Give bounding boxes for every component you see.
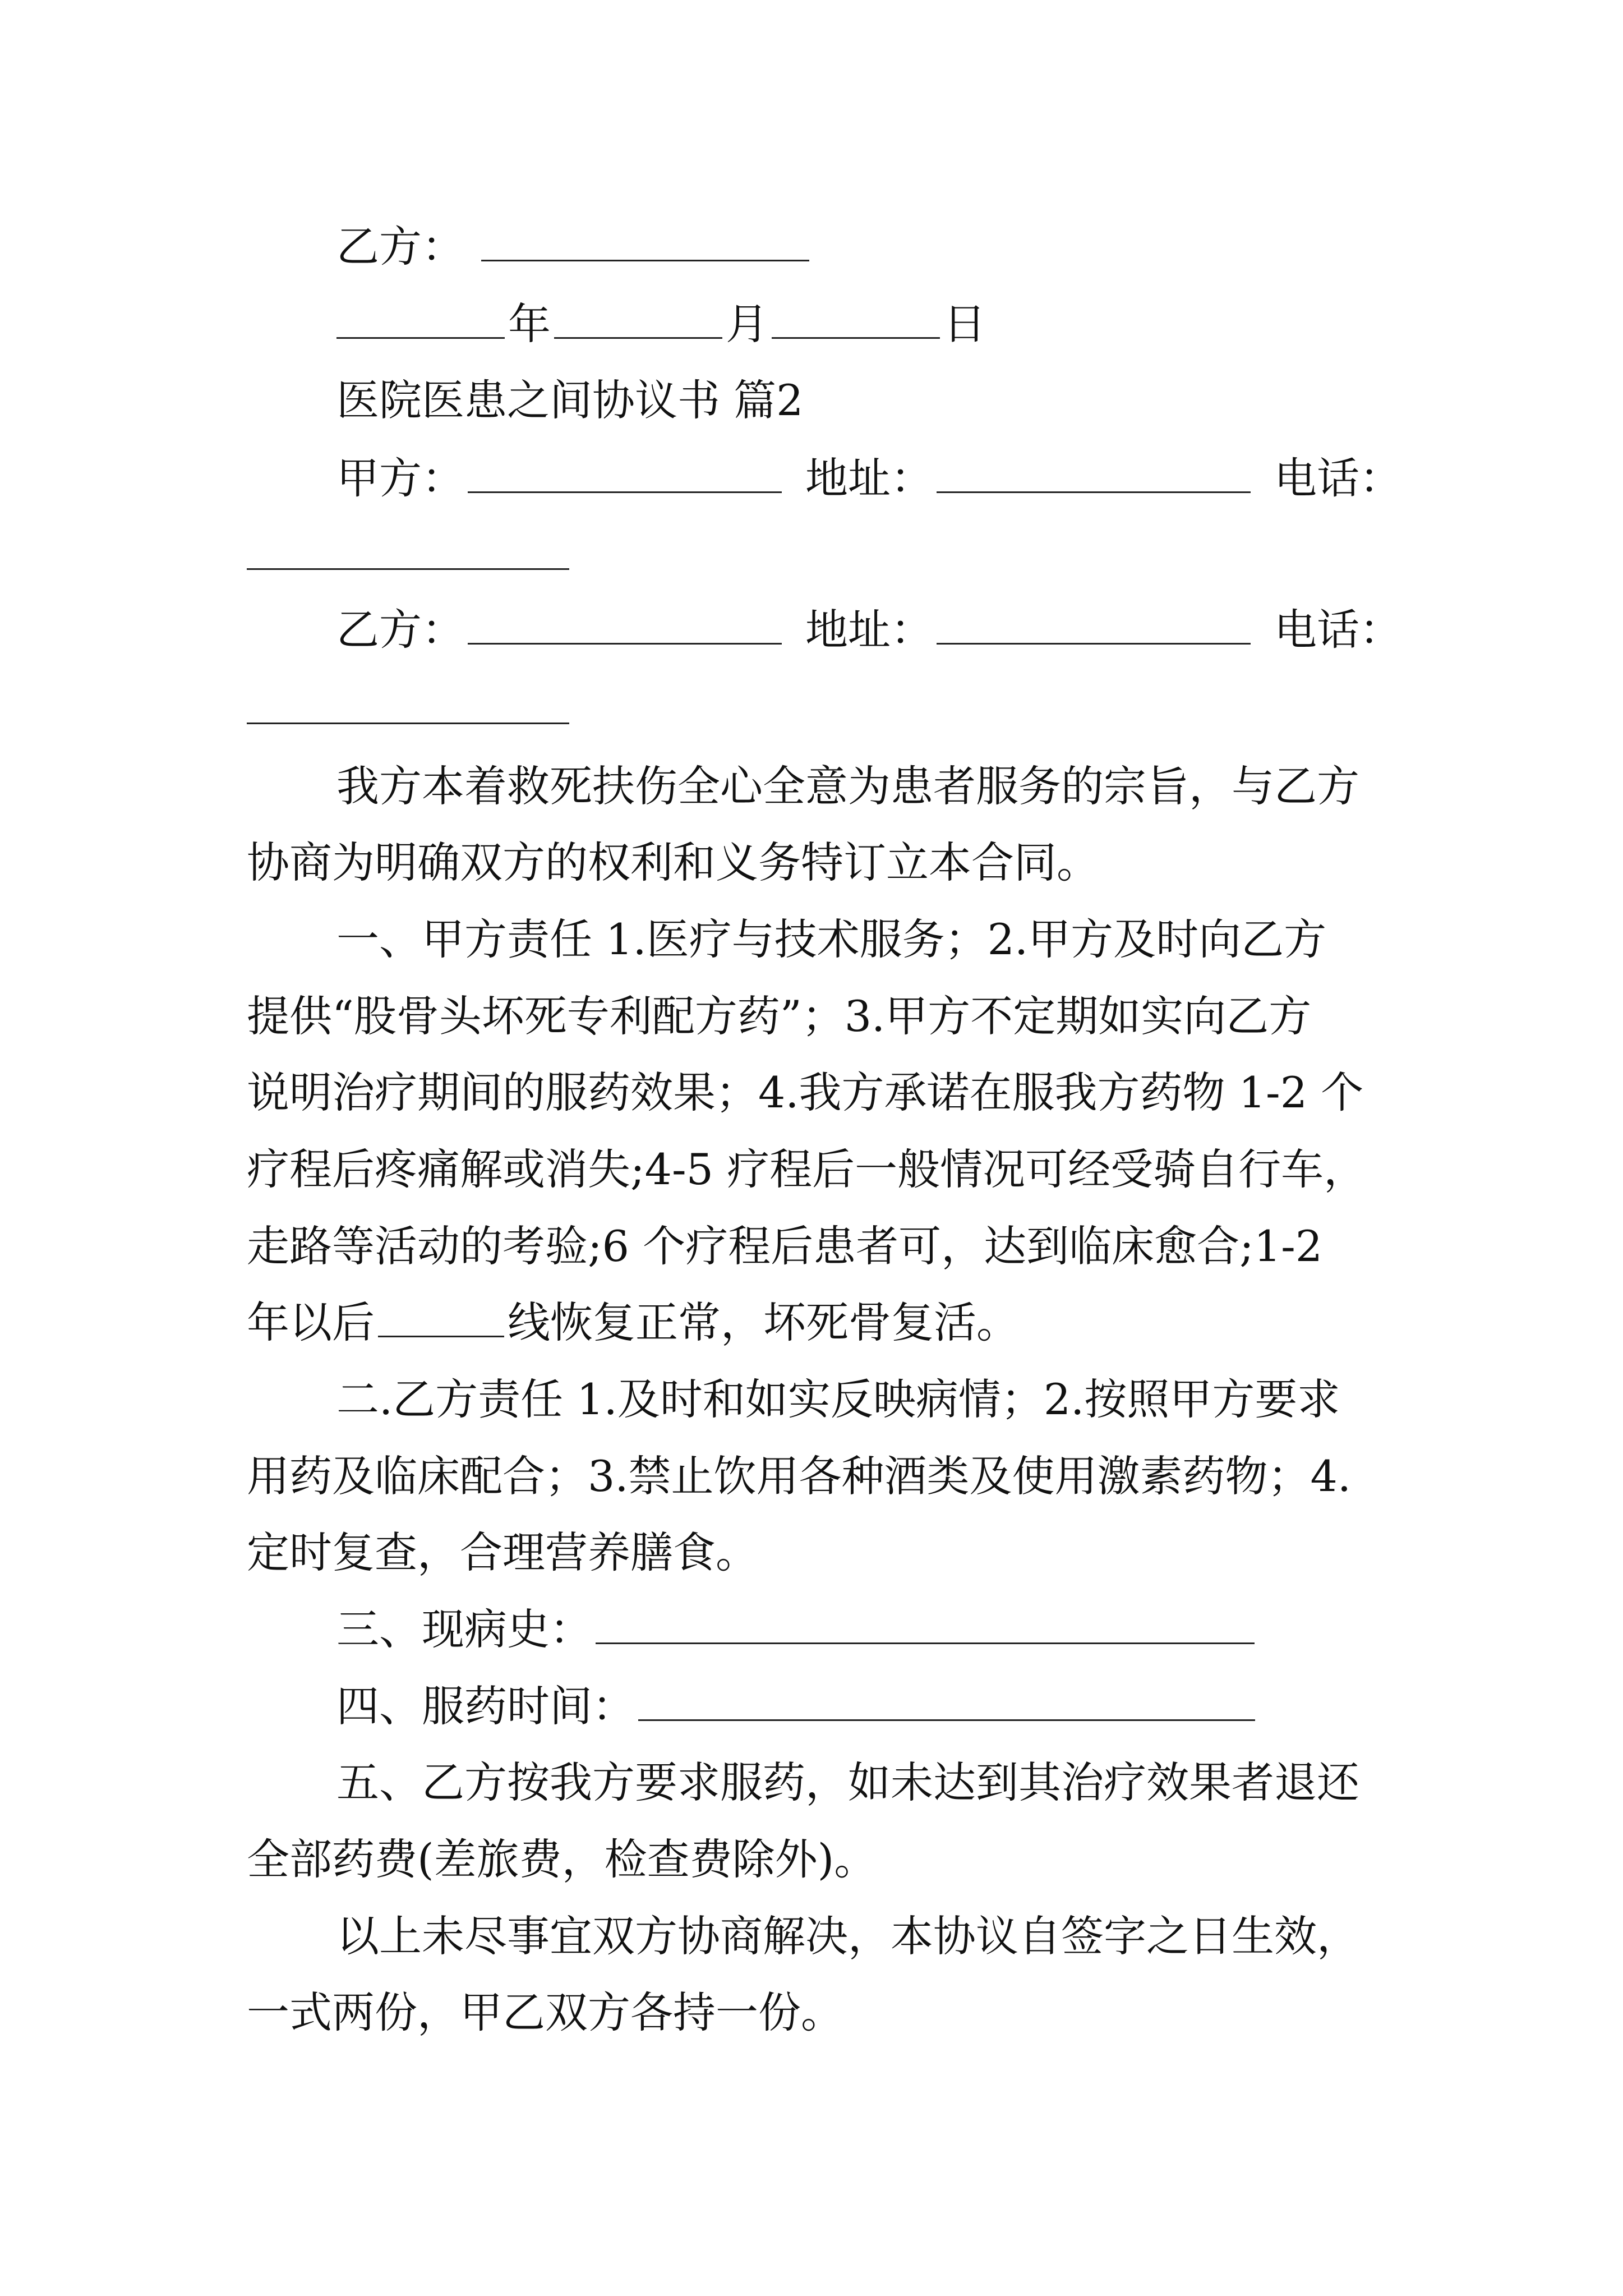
party-b-phone-line: [247, 682, 569, 738]
clause-2-line-3: 定时复查，合理营养膳食。: [247, 1527, 758, 1577]
clause-1-line-5: 走路等活动的考验;6 个疗程后患者可，达到临床愈合;1-2: [247, 1221, 1323, 1271]
clause-5-line-1: 五、乙方按我方要求服药，如未达到其治疗效果者退还: [336, 1757, 1359, 1807]
clause-1-line-1: 一、甲方责任 1.医疗与技术服务；2.甲方及时向乙方: [336, 914, 1327, 964]
party-a-phone-blank[interactable]: [247, 529, 569, 570]
party-b-signature-line: 乙方：: [336, 219, 813, 275]
clause-2-line-2: 用药及临床配合；3.禁止饮用各种酒类及使用激素药物；4.: [247, 1451, 1352, 1501]
clause-3-line: 三、现病史：: [336, 1602, 1258, 1658]
clause-1-line-2: 提供“股骨头坏死专利配方药”；3.甲方不定期如实向乙方: [247, 991, 1312, 1041]
medication-time-blank[interactable]: [638, 1680, 1255, 1721]
closing-line-2: 一式两份，甲乙双方各持一份。: [247, 1987, 843, 2037]
clause-4-line: 四、服药时间：: [336, 1678, 1258, 1734]
preamble-line-1: 我方本着救死扶伤全心全意为患者服务的宗旨，与乙方: [336, 761, 1359, 811]
party-a-address-blank[interactable]: [937, 452, 1251, 493]
clause-1-line-3: 说明治疗期间的服药效果；4.我方承诺在服我方药物 1-2 个: [247, 1068, 1364, 1117]
clause-1-line-6: 年以后 线恢复正常，坏死骨复活。: [247, 1297, 1019, 1347]
party-b-blank[interactable]: [481, 220, 809, 261]
medical-history-blank[interactable]: [596, 1603, 1255, 1644]
party-b-phone-blank[interactable]: [247, 683, 569, 724]
clause-1-blank[interactable]: [378, 1296, 504, 1337]
party-b-info-line: 乙方： 地址： 电话：: [336, 605, 1402, 655]
date-line: 年 月 日: [336, 296, 986, 352]
year-blank[interactable]: [336, 298, 505, 339]
party-b-address-blank[interactable]: [937, 604, 1251, 645]
month-blank[interactable]: [554, 298, 722, 339]
day-blank[interactable]: [772, 298, 940, 339]
clause-2-line-1: 二.乙方责任 1.及时和如实反映病情；2.按照甲方要求: [336, 1374, 1340, 1424]
party-b-name-blank[interactable]: [468, 604, 782, 645]
party-a-info-line: 甲方： 地址： 电话：: [336, 453, 1402, 503]
clause-1-line-4: 疗程后疼痛解或消失;4-5 疗程后一般情况可经受骑自行车，: [247, 1144, 1367, 1194]
party-a-phone-line: [247, 527, 569, 583]
clause-5-line-2: 全部药费(差旅费，检查费除外)。: [247, 1834, 877, 1884]
closing-line-1: 以上未尽事宜双方协商解决，本协议自签字之日生效，: [336, 1911, 1359, 1961]
party-a-name-blank[interactable]: [468, 452, 782, 493]
preamble-line-2: 协商为明确双方的权利和义务特订立本合同。: [247, 838, 1099, 887]
section-title: 医院医患之间协议书 篇2: [336, 375, 804, 425]
